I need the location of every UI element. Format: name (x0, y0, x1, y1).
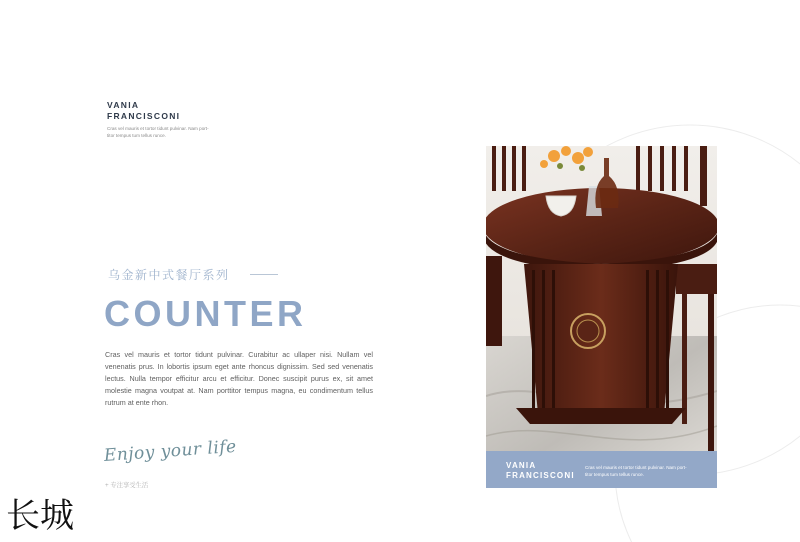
product-photo (486, 146, 717, 488)
brand-desc-line2: titor tempus tum tellus runce. (107, 132, 166, 138)
watermark-text: 长城 (6, 496, 74, 536)
brand-desc (107, 126, 267, 139)
caption-desc (585, 464, 707, 478)
brand-name-line2: FRANCISCONI (107, 111, 181, 121)
caption-brand (506, 461, 575, 481)
caption-brand-line1: VANIA (506, 461, 537, 470)
caption-desc-line2: titor tempus tum tellus runce. (585, 472, 644, 477)
caption-desc-line1: Cras vel mauris et tortor tidunt pulvinar. Nam port- (585, 465, 687, 470)
page-title: COUNTER (104, 293, 307, 334)
brand-desc-line1: Cras vel mauris et tortor tidunt pulvinar. Nam port- (107, 126, 209, 131)
subtitle-divider (250, 274, 278, 275)
series-subtitle: 乌金新中式餐厅系列 (108, 268, 230, 282)
brand-block (107, 100, 267, 139)
dining-table-illustration (486, 146, 717, 488)
tagline: + 专注享受生活 (105, 482, 149, 489)
script-slogan: Enjoy your life (103, 436, 238, 466)
photo-caption-bar (486, 451, 717, 488)
brand-name-line1: VANIA (107, 100, 140, 110)
subtitle-row (108, 266, 278, 283)
caption-brand-line2: FRANCISCONI (506, 471, 575, 480)
body-paragraph: Cras vel mauris et tortor tidunt pulvinar. Curabitur ac ullaper nisi. Nullam vel venenatis prus. In lobortis ipsum eget ante rhoncus dignissim. Sed sed venenatis lectus. Nulla tempor efficitur arcu et efficitur. Donec suscipit purus ex, sit amet molestie magna voutpat at. Nam porttitor tempus magna, eu condimentum tellus rutrum at ente rhon. (105, 350, 373, 407)
